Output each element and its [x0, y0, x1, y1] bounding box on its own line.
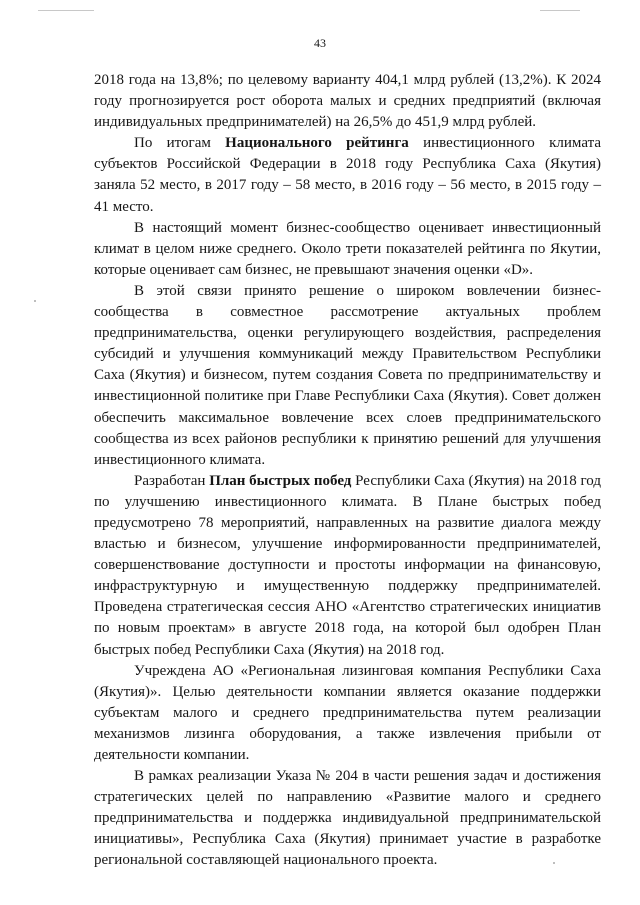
text-run: инвестиционного климата субъектов Российской Федерации в 2018 году Республика Саха (Якутия) заняла 52 место, в 2017 году – 58 место, в 2016 году – 56 место, в 2015 году – 41 место.	[94, 135, 601, 215]
paragraph	[94, 281, 601, 471]
page-number: 43	[314, 36, 326, 50]
scan-artifact-top-right	[540, 10, 580, 11]
text-run: 2018 года на 13,8%; по целевому варианту 404,1 млрд рублей (13,2%). К 2024 году прогнозируется рост оборота малых и средних предприятий (включая индивидуальных предпринимателей) на 26,5% до 451,9 млрд рублей.	[94, 72, 601, 131]
text-run: Разработан	[134, 472, 210, 489]
body-text	[94, 70, 601, 872]
paragraph	[94, 471, 601, 661]
text-run: Республики Саха (Якутия) на 2018 год по улучшению инвестиционного климата. В Плане быстрых побед предусмотрено 78 мероприятий, направленных на развитие диалога между властью и бизнесом, улучшение информированности предпринимателей, совершенствование доступности и простоты информации на финансовую, инфраструктурную и имущественную поддержку предпринимателей. Проведена стратегическая сессия АНО «Агентство стратегических инициатив по новым проектам» в августе 2018 года, на которой был одобрен План быстрых побед Республики Саха (Якутия) на 2018 год.	[94, 472, 601, 658]
text-run: В рамках реализации Указа № 204 в части решения задач и достижения стратегических целей по направлению «Развитие малого и среднего предпринимательства и поддержка индивидуальной предпринимательской инициативы», Республика Саха (Якутия) принимает участие в разработке региональной составляющей национального проекта.	[94, 768, 601, 869]
text-run: В этой связи принято решение о широком вовлечении бизнес-сообщества в совместное рассмотрение актуальных проблем предпринимательства, оценки регулирующего воздействия, распределения субсидий и улучшения коммуникаций между Правительством Республики Саха (Якутия) и бизнесом, путем создания Совета по предпринимательству и инвестиционной политике при Главе Республики Саха (Якутия). Совет должен обеспечить максимальное вовлечение всех слоев предпринимательского сообщества из всех районов республики к принятию решений для улучшения инвестиционного климата.	[94, 282, 601, 468]
scan-speck	[553, 862, 555, 864]
bold-phrase: Национального рейтинга	[225, 135, 409, 152]
text-run: По итогам	[134, 135, 226, 152]
scan-artifact-top-left	[38, 10, 94, 11]
scan-speck	[34, 300, 36, 302]
paragraph	[94, 70, 601, 133]
bold-phrase: План быстрых побед	[209, 472, 352, 489]
paragraph	[94, 766, 601, 871]
text-run: В настоящий момент бизнес-сообщество оценивает инвестиционный климат в целом ниже среднего. Около трети показателей рейтинга по Якутии, которые оценивает сам бизнес, не превышают значения оценки «D».	[94, 219, 601, 278]
paragraph	[94, 133, 601, 217]
text-run: Учреждена АО «Региональная лизинговая компания Республики Саха (Якутия)». Целью деятельности компании является оказание поддержки субъектам малого и среднего предпринимательства путем реализации механизмов лизинга оборудования, а также извлечения прибыли от деятельности компании.	[94, 662, 601, 763]
paragraph	[94, 661, 601, 766]
paragraph	[94, 218, 601, 281]
